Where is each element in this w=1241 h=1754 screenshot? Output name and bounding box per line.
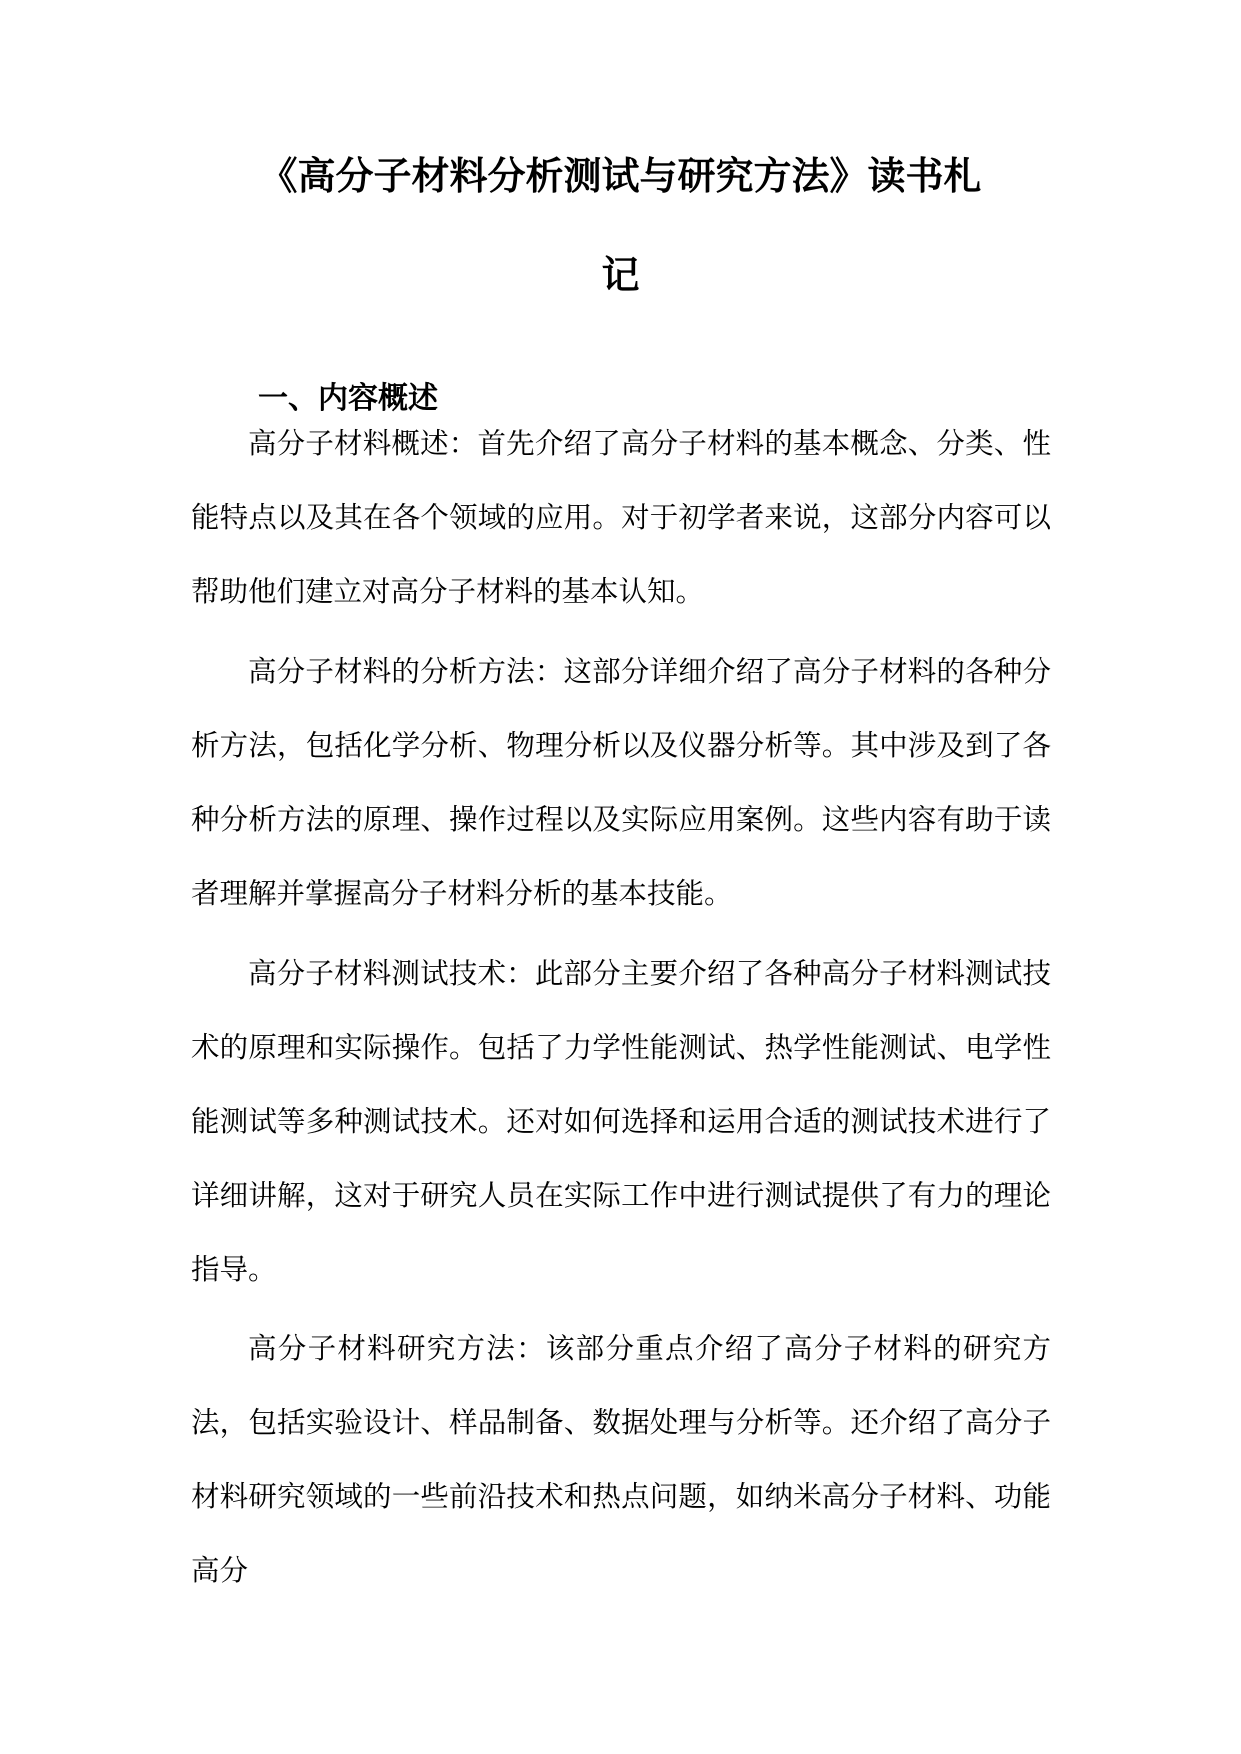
document-title-line-2: 记 (601, 252, 640, 297)
section-heading: 一、内容概述 (258, 381, 438, 416)
paragraph-analysis-methods: 高分子材料的分析方法：这部分详细介绍了高分子材料的各种分析方法，包括化学分析、物理分析以及仪器分析等。其中涉及到了各种分析方法的原理、操作过程以及实际应用案例。这些内容有助于读者理解并掌握高分子材料分析的基本技能。 (191, 655, 1051, 910)
document-title-line-1: 《高分子材料分析测试与研究方法》读书札 (259, 153, 982, 198)
paragraph-testing-techniques: 高分子材料测试技术：此部分主要介绍了各种高分子材料测试技术的原理和实际操作。包括了力学性能测试、热学性能测试、电学性能测试等多种测试技术。还对如何选择和运用合适的测试技术进行了详细讲解，这对于研究人员在实际工作中进行测试提供了有力的理论指导。 (191, 957, 1051, 1286)
paragraph-research-methods: 高分子材料研究方法：该部分重点介绍了高分子材料的研究方法，包括实验设计、样品制备、数据处理与分析等。还介绍了高分子材料研究领域的一些前沿技术和热点问题，如纳米高分子材料、功能高分 (191, 1332, 1051, 1587)
paragraph-overview: 高分子材料概述：首先介绍了高分子材料的基本概念、分类、性能特点以及其在各个领域的应用。对于初学者来说，这部分内容可以帮助他们建立对高分子材料的基本认知。 (191, 427, 1051, 608)
